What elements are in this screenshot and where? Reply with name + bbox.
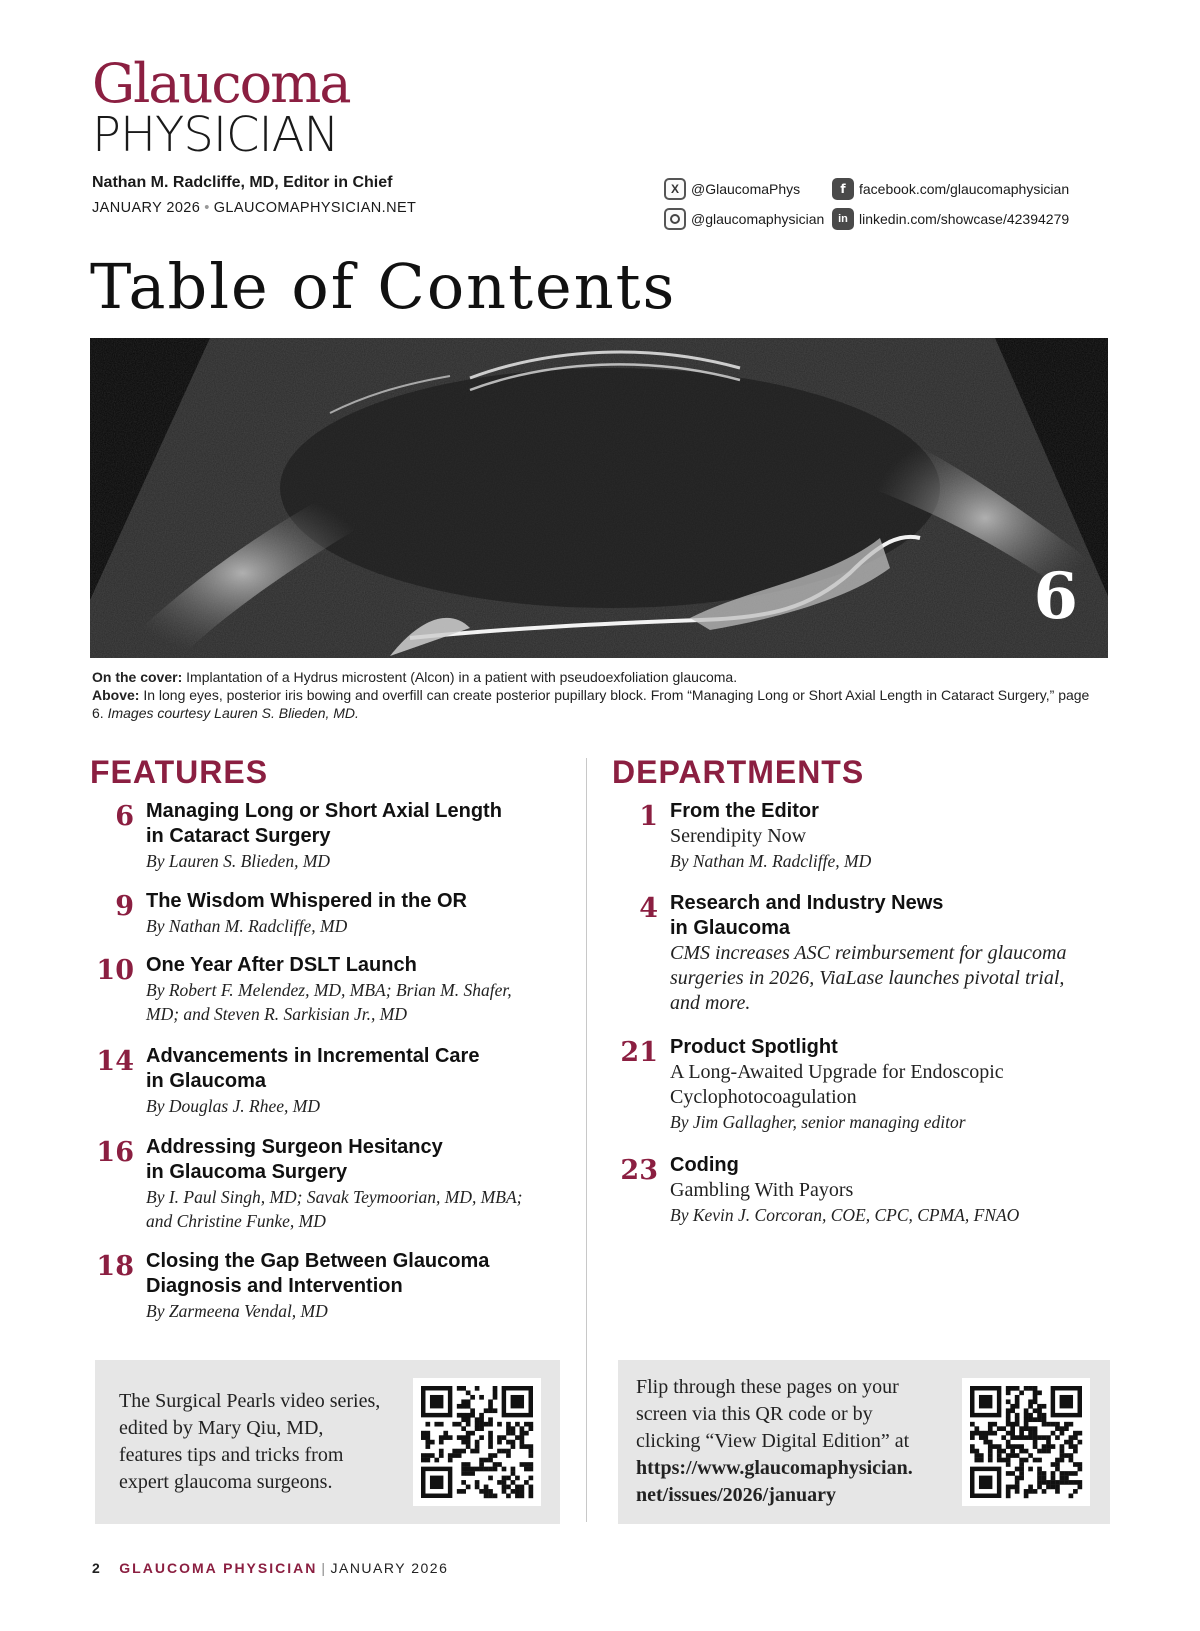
feature-byline: MD; and Steven R. Sarkisian Jr., MD: [146, 1004, 407, 1024]
feature-headline: Addressing Surgeon Hesitancy: [146, 1136, 443, 1158]
promo-line: The Surgical Pearls video series,: [119, 1390, 381, 1412]
digital-edition-url[interactable]: [636, 1455, 913, 1482]
folio-issue: JANUARY 2026: [330, 1560, 449, 1576]
feature-byline: By Nathan M. Radcliffe, MD: [146, 916, 348, 936]
department-headline: Product Spotlight: [670, 1036, 838, 1058]
folio-magazine: GLAUCOMA PHYSICIAN: [119, 1560, 318, 1576]
department-headline: in Glaucoma: [670, 917, 791, 939]
feature-headline: Advancements in Incremental Care: [146, 1045, 480, 1067]
feature-page-number: 18: [96, 1251, 134, 1282]
social-x[interactable]: [664, 178, 800, 200]
feature-headline: Closing the Gap Between Glaucoma: [146, 1250, 490, 1272]
department-page-number: 21: [620, 1037, 658, 1068]
department-entry[interactable]: [606, 1035, 1004, 1134]
department-byline: By Jim Gallagher, senior managing editor: [670, 1112, 966, 1132]
page-title: Table of Contents: [90, 250, 677, 323]
feature-page-number: 9: [115, 891, 134, 922]
department-page-number: 23: [620, 1155, 658, 1186]
x-handle: @GlaucomaPhys: [691, 181, 801, 197]
department-page-number: 4: [639, 893, 658, 924]
masthead: [92, 52, 512, 216]
feature-entry[interactable]: [82, 953, 512, 1026]
instagram-handle: @glaucomaphysician: [691, 211, 825, 227]
promo-line: clicking “View Digital Edition” at: [636, 1430, 910, 1452]
department-entry[interactable]: [606, 1153, 1019, 1227]
issue-line: [92, 200, 512, 216]
cover-page-number: 6: [1033, 559, 1078, 634]
above-caption: [92, 686, 1092, 722]
url-line: net/issues/2026/january: [636, 1484, 837, 1506]
feature-headline: Managing Long or Short Axial Length: [146, 800, 502, 822]
instagram-icon: [664, 208, 686, 230]
feature-headline: in Glaucoma Surgery: [146, 1161, 348, 1183]
dot-separator-icon: •: [204, 200, 210, 216]
department-dek: Serendipity Now: [670, 825, 807, 847]
digital-edition-text: [636, 1374, 913, 1509]
department-entry[interactable]: [606, 891, 1066, 1016]
feature-headline: in Glaucoma: [146, 1070, 267, 1092]
cover-image: [90, 338, 1108, 658]
facebook-icon: f: [832, 178, 854, 200]
department-headline: Coding: [670, 1154, 739, 1176]
feature-byline: By I. Paul Singh, MD; Savak Teymoorian, MD, MBA;: [146, 1187, 523, 1207]
digital-edition-qr-code-icon[interactable]: [962, 1378, 1090, 1506]
editor-in-chief: Nathan M. Radcliffe, MD, Editor in Chief: [92, 174, 393, 191]
digital-edition-url[interactable]: [636, 1482, 913, 1509]
feature-headline: One Year After DSLT Launch: [146, 954, 417, 976]
department-headline: From the Editor: [670, 800, 819, 822]
feature-headline: in Cataract Surgery: [146, 825, 331, 847]
department-byline: By Nathan M. Radcliffe, MD: [670, 851, 872, 871]
department-entry[interactable]: [606, 799, 871, 873]
promo-line: features tips and tricks from: [119, 1444, 344, 1466]
promo-line: Flip through these pages on your: [636, 1376, 899, 1398]
social-linkedin[interactable]: [832, 208, 1069, 230]
feature-entry[interactable]: [82, 1249, 489, 1323]
digital-edition-box: [618, 1360, 1110, 1524]
department-dek: and more.: [670, 992, 751, 1014]
surgical-pearls-text: [119, 1388, 380, 1496]
feature-page-number: 16: [96, 1137, 134, 1168]
department-headline: Research and Industry News: [670, 892, 944, 914]
folio-separator: |: [321, 1560, 327, 1576]
feature-entry[interactable]: [82, 889, 467, 938]
department-dek: surgeries in 2026, ViaLase launches pivotal trial,: [670, 967, 1065, 989]
feature-page-number: 6: [115, 801, 134, 832]
features-heading: FEATURES: [90, 754, 269, 790]
facebook-url: facebook.com/glaucomaphysician: [859, 181, 1070, 197]
department-byline: By Kevin J. Corcoran, COE, CPC, CPMA, FNAO: [670, 1205, 1020, 1225]
feature-page-number: 14: [96, 1046, 134, 1077]
promo-line: screen via this QR code or by: [636, 1403, 873, 1425]
social-facebook[interactable]: [832, 178, 1069, 200]
feature-byline: By Douglas J. Rhee, MD: [146, 1096, 320, 1116]
cover-caption-text: Implantation of a Hydrus microstent (Alcon) in a patient with pseudoexfoliation glaucoma.: [182, 669, 738, 685]
feature-page-number: 10: [96, 955, 134, 986]
department-dek: A Long-Awaited Upgrade for Endoscopic: [670, 1061, 1004, 1083]
ultrasound-image: [90, 338, 1108, 658]
department-page-number: 1: [639, 801, 658, 832]
surgical-pearls-box: [95, 1360, 560, 1524]
department-dek: CMS increases ASC reimbursement for glaucoma: [670, 942, 1067, 964]
logo-glaucoma: Glaucoma: [92, 52, 350, 115]
department-dek: Gambling With Payors: [670, 1179, 854, 1201]
feature-entry[interactable]: [82, 1044, 479, 1118]
cover-caption-label: On the cover:: [92, 669, 183, 685]
feature-entry[interactable]: [82, 1135, 523, 1233]
logo-physician: PHYSICIAN: [92, 107, 339, 163]
social-instagram[interactable]: [664, 208, 824, 230]
surgical-pearls-qr-code-icon[interactable]: [413, 1378, 541, 1506]
cover-caption: [92, 668, 1092, 686]
website-link[interactable]: GLAUCOMAPHYSICIAN.NET: [213, 200, 417, 216]
feature-byline: By Lauren S. Blieden, MD: [146, 851, 331, 871]
issue-date: JANUARY 2026: [92, 200, 201, 216]
linkedin-url: linkedin.com/showcase/42394279: [859, 211, 1070, 227]
image-caption: [92, 668, 1092, 722]
feature-entry[interactable]: [82, 799, 502, 873]
column-divider: [586, 758, 587, 1522]
feature-headline: Diagnosis and Intervention: [146, 1275, 403, 1297]
department-dek: Cyclophotocoagulation: [670, 1086, 857, 1108]
x-logo-icon: X: [664, 178, 686, 200]
url-line: https://www.glaucomaphysician.: [636, 1457, 913, 1479]
page-footer: [92, 1560, 448, 1576]
image-credit: Images courtesy Lauren S. Blieden, MD.: [107, 705, 359, 721]
feature-byline: and Christine Funke, MD: [146, 1211, 326, 1231]
above-caption-label: Above:: [92, 687, 140, 703]
linkedin-icon: in: [832, 208, 854, 230]
feature-headline: The Wisdom Whispered in the OR: [146, 890, 467, 912]
departments-heading: DEPARTMENTS: [612, 754, 865, 790]
above-caption-text: In long eyes, posterior iris bowing and overfill can create posterior pupillary block. From “Managing Long or Short Axial Length in Cataract Surgery,” page 6.: [92, 687, 1090, 721]
folio-page-number: 2: [92, 1560, 102, 1576]
promo-line: edited by Mary Qiu, MD,: [119, 1417, 324, 1439]
feature-byline: By Robert F. Melendez, MD, MBA; Brian M. Shafer,: [146, 980, 512, 1000]
feature-byline: By Zarmeena Vendal, MD: [146, 1301, 328, 1321]
promo-line: expert glaucoma surgeons.: [119, 1471, 333, 1493]
